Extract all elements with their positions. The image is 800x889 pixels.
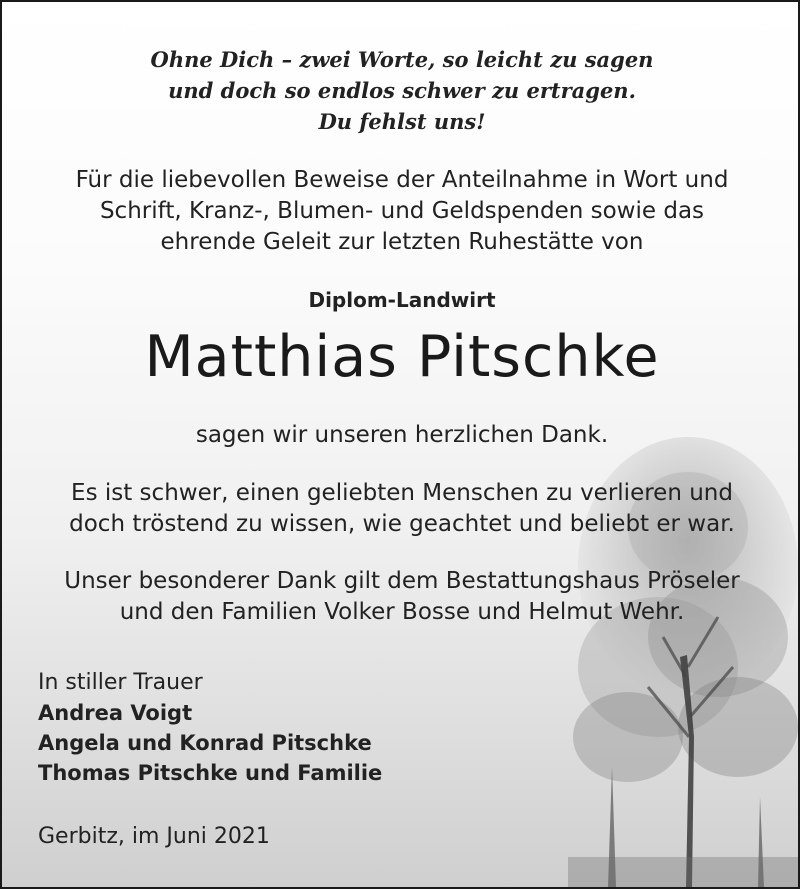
mourners-block: [38, 668, 382, 788]
poem-line: und doch so endlos schwer zu ertragen.: [168, 78, 636, 103]
special-thanks-line: Unser besonderer Dank gilt dem Bestattungshaus Pröseler: [64, 568, 740, 594]
mourner-name: Angela und Konrad Pitschke: [38, 731, 372, 755]
deceased-title: Diplom-Landwirt: [308, 288, 496, 312]
special-thanks-paragraph: [2, 566, 800, 628]
thanks-paragraph: [2, 165, 800, 258]
special-thanks-line: und den Familien Volker Bosse und Helmut Wehr.: [119, 599, 685, 625]
mourner-name: Andrea Voigt: [38, 701, 193, 725]
thanks-line: Für die liebevollen Beweise der Anteilnahme in Wort und: [75, 167, 729, 193]
mourners-intro: In stiller Trauer: [38, 670, 203, 695]
mourner-name: Thomas Pitschke und Familie: [38, 761, 383, 785]
gratitude-line: [2, 420, 800, 451]
poem-line: Du fehlst uns!: [318, 109, 486, 134]
comfort-paragraph: [2, 478, 800, 540]
place-date: Gerbitz, im Juni 2021: [38, 824, 270, 849]
deceased-name: Matthias Pitschke: [144, 324, 660, 390]
comfort-line: doch tröstend zu wissen, wie geachtet und beliebt er war.: [69, 511, 735, 537]
thanks-line: Schrift, Kranz-, Blumen- und Geldspenden sowie das: [99, 198, 705, 224]
thanks-line: ehrende Geleit zur letzten Ruhestätte von: [160, 229, 644, 255]
comfort-line: Es ist schwer, einen geliebten Menschen zu verlieren und: [71, 480, 733, 506]
poem-line: Ohne Dich – zwei Worte, so leicht zu sagen: [150, 47, 654, 72]
poem: [2, 44, 800, 137]
gratitude-text: sagen wir unseren herzlichen Dank.: [195, 422, 609, 448]
